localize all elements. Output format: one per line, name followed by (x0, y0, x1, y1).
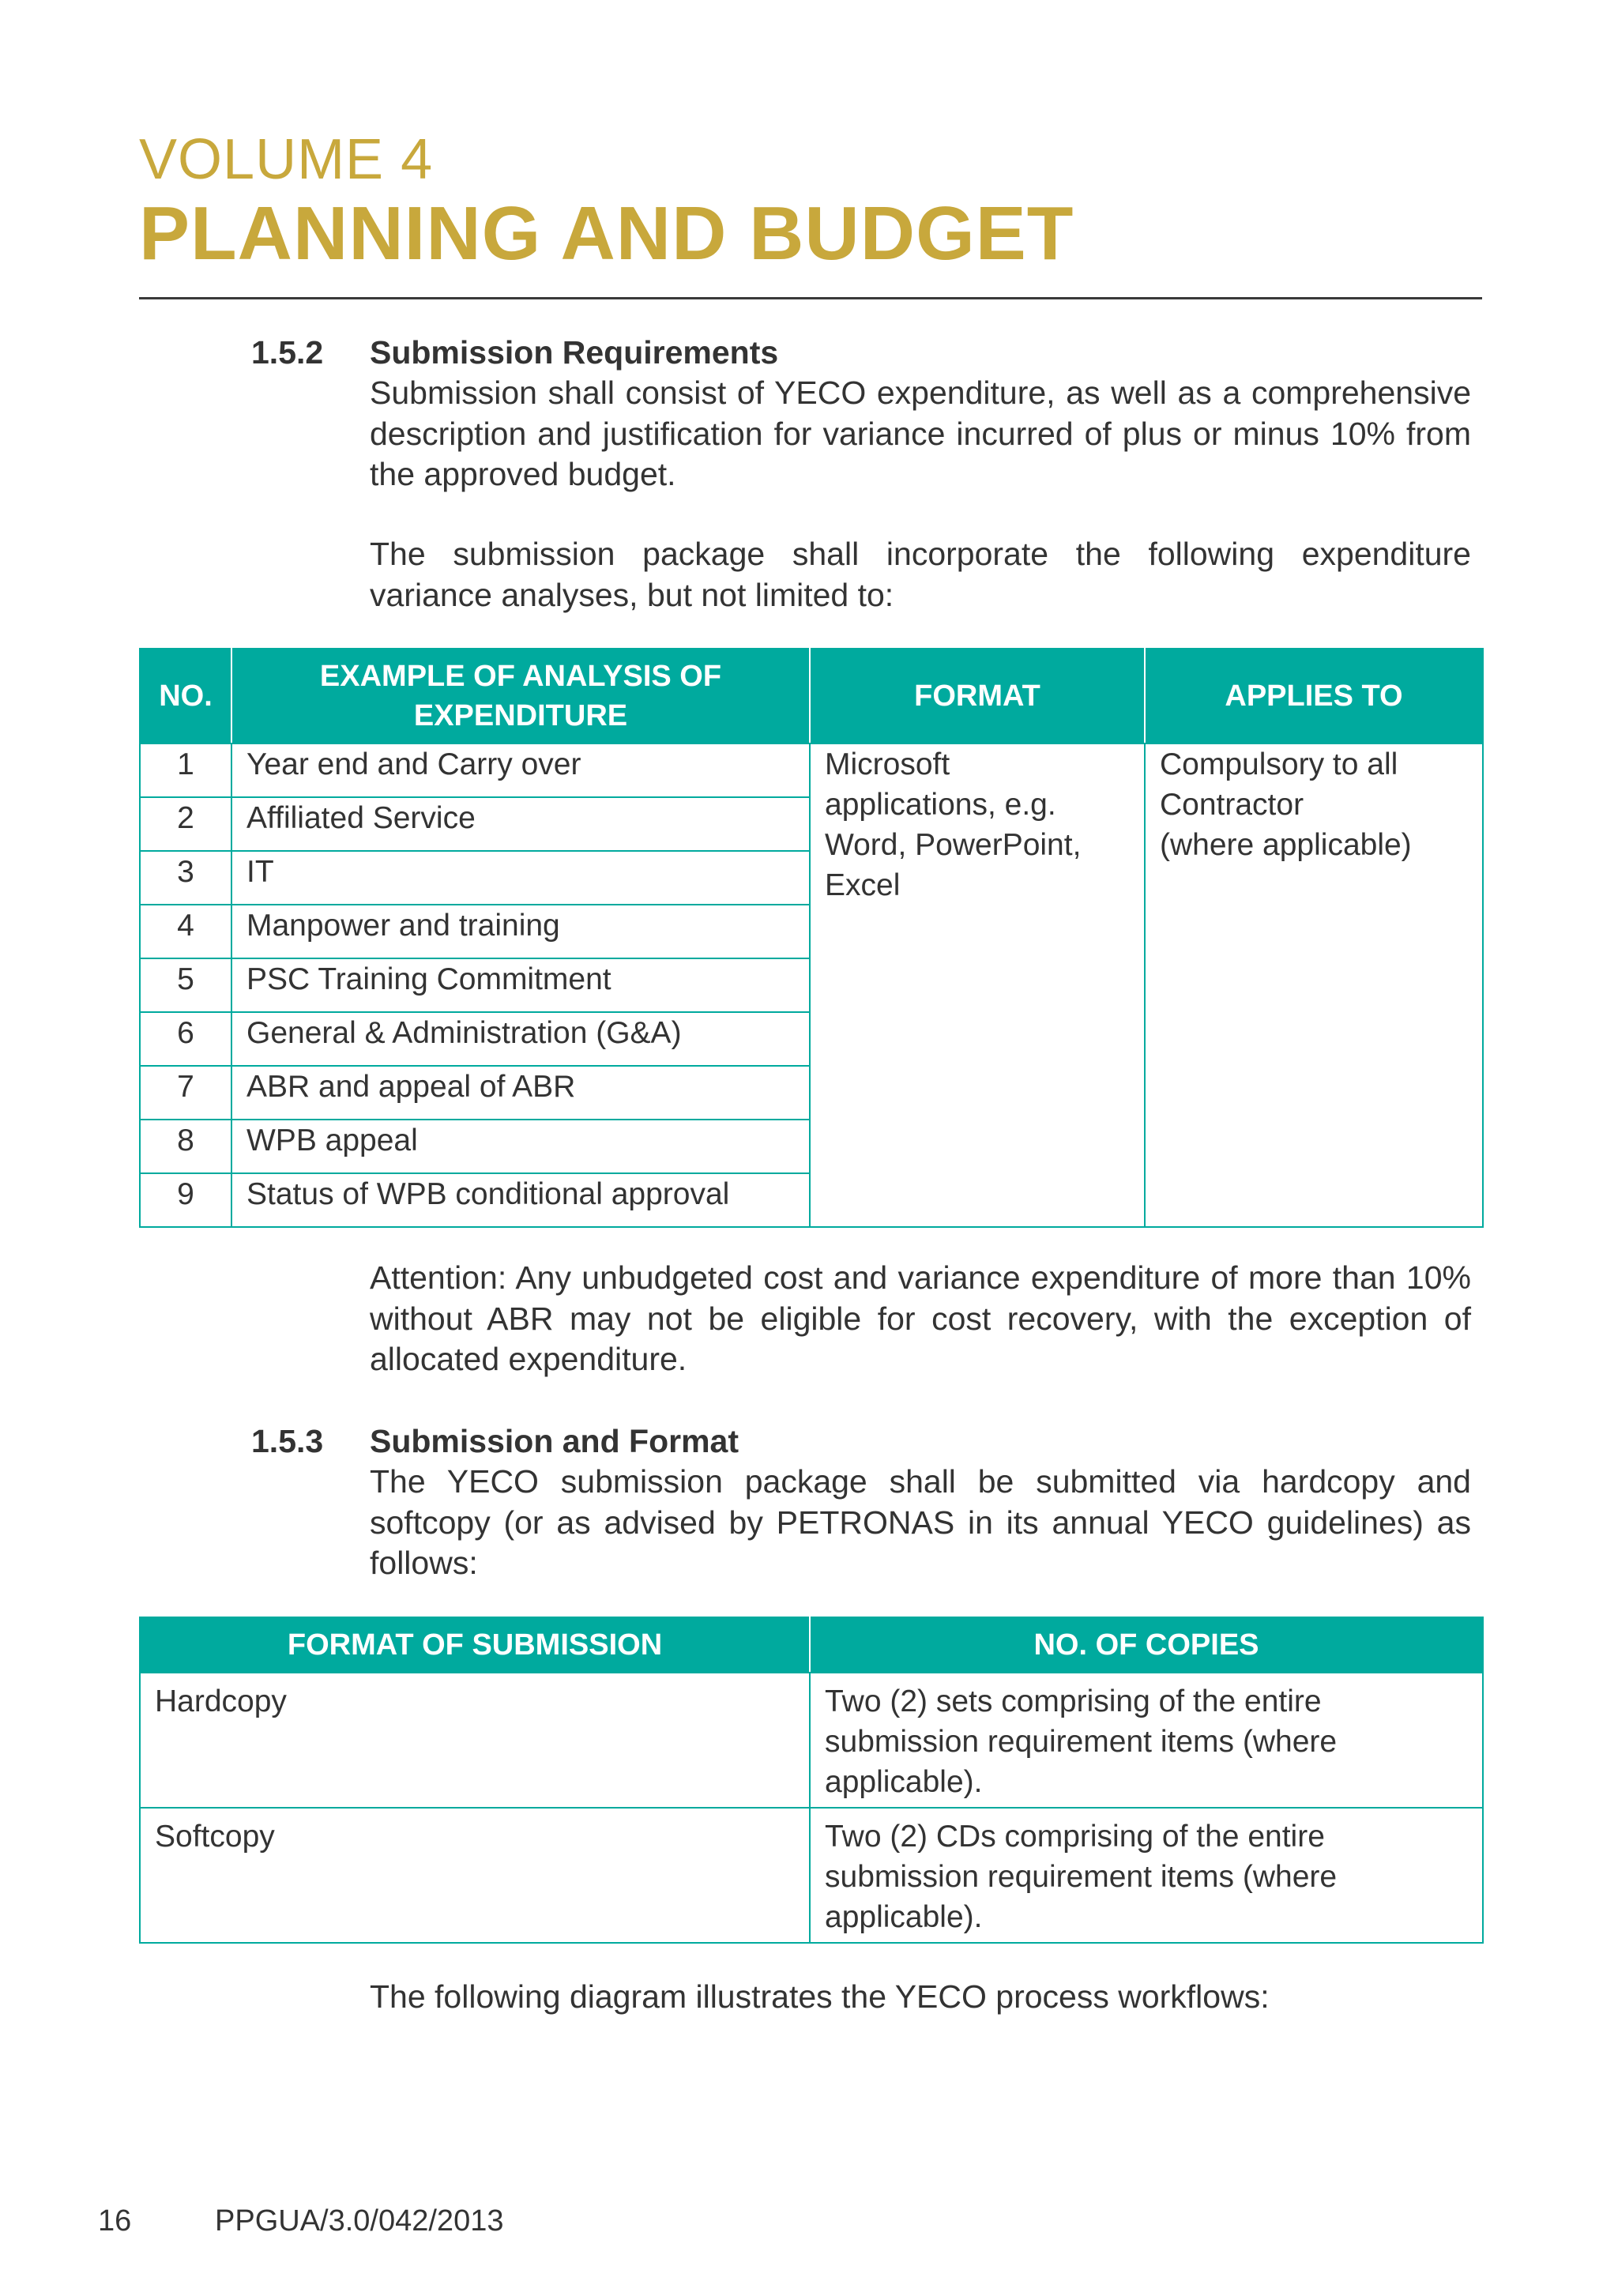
format-of-submission-cell: Softcopy (140, 1808, 810, 1943)
row-number: 8 (140, 1120, 231, 1173)
row-number: 5 (140, 958, 231, 1012)
row-item: ABR and appeal of ABR (231, 1066, 810, 1120)
format-line: Word, PowerPoint, (825, 828, 1082, 862)
row-number: 4 (140, 905, 231, 958)
row-item: PSC Training Commitment (231, 958, 810, 1012)
header-applies-to: APPLIES TO (1145, 649, 1483, 743)
copies-line: Two (2) CDs comprising of the entire (825, 1820, 1325, 1854)
submission-format-table (139, 1617, 1484, 1944)
header-divider (139, 297, 1482, 299)
attention-note: Attention: Any unbudgeted cost and variance expenditure of more than 10% without ABR may not be eligible for cost recovery, with the exception of allocated expenditure. (370, 1259, 1471, 1377)
row-item: Status of WPB conditional approval (231, 1173, 810, 1227)
section-number-152: 1.5.2 (251, 334, 324, 371)
header-example: EXAMPLE OF ANALYSIS OF EXPENDITURE (231, 649, 810, 743)
page-number: 16 (98, 2204, 132, 2238)
row-number: 9 (140, 1173, 231, 1227)
header-format-of-submission: FORMAT OF SUBMISSION (140, 1617, 810, 1673)
format-line: Microsoft (825, 747, 950, 781)
document-code: PPGUA/3.0/042/2013 (215, 2204, 504, 2238)
section-title-152: Submission Requirements (370, 334, 779, 371)
header-no-of-copies: NO. OF COPIES (810, 1617, 1483, 1673)
volume-title: PLANNING AND BUDGET (139, 191, 1074, 276)
row-item: Year end and Carry over (231, 743, 810, 797)
volume-label: VOLUME 4 (139, 128, 434, 191)
format-line: applications, e.g. (825, 788, 1056, 822)
copies-line: applicable). (825, 1900, 983, 1934)
applies-to-line: (where applicable) (1160, 828, 1412, 862)
section-title-153: Submission and Format (370, 1423, 739, 1459)
no-of-copies-cell (810, 1808, 1483, 1943)
header-format: FORMAT (810, 649, 1145, 743)
row-number: 6 (140, 1012, 231, 1066)
row-item: IT (231, 851, 810, 905)
row-item: Manpower and training (231, 905, 810, 958)
row-item: Affiliated Service (231, 797, 810, 851)
applies-to-line: Compulsory to all (1160, 747, 1398, 781)
section-number-153: 1.5.3 (251, 1423, 324, 1459)
expenditure-analysis-table (139, 648, 1484, 1228)
applies-to-line: Contractor (1160, 788, 1304, 822)
row-item: General & Administration (G&A) (231, 1012, 810, 1066)
copies-line: applicable). (825, 1765, 983, 1799)
copies-line: submission requirement items (where (825, 1725, 1338, 1759)
applies-to-cell (1145, 743, 1483, 1227)
row-number: 1 (140, 743, 231, 797)
diagram-intro: The following diagram illustrates the YECO process workflows: (370, 1978, 1270, 2015)
format-line: Excel (825, 868, 901, 902)
no-of-copies-cell (810, 1673, 1483, 1808)
copies-line: Two (2) sets comprising of the entire (825, 1684, 1322, 1718)
header-no: NO. (140, 649, 231, 743)
row-number: 7 (140, 1066, 231, 1120)
section-152-paragraph-2: The submission package shall incorporate the following expenditure variance analyses, but not limited to: (370, 536, 1471, 613)
section-153-paragraph-1: The YECO submission package shall be submitted via hardcopy and softcopy (or as advised by PETRONAS in its annual YECO guidelines) as follows: (370, 1463, 1471, 1581)
copies-line: submission requirement items (where (825, 1860, 1338, 1894)
format-cell (810, 743, 1145, 1227)
section-152-paragraph-1: Submission shall consist of YECO expenditure, as well as a comprehensive description and justification for variance incurred of plus or minus 10% from the approved budget. (370, 375, 1471, 492)
row-number: 2 (140, 797, 231, 851)
format-of-submission-cell: Hardcopy (140, 1673, 810, 1808)
row-item: WPB appeal (231, 1120, 810, 1173)
row-number: 3 (140, 851, 231, 905)
